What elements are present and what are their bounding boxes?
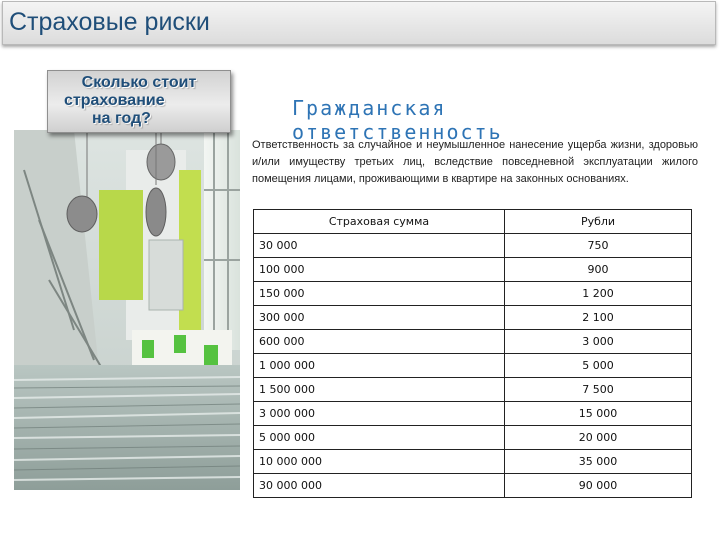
cost-box-line-1: Сколько стоит (81, 74, 197, 91)
insured-sum-cell: 150 000 (254, 282, 505, 306)
table-row (254, 426, 692, 450)
table-row (254, 354, 692, 378)
table-row (254, 306, 692, 330)
insured-sum-cell: 5 000 000 (254, 426, 505, 450)
section-title: Гражданская ответственность (292, 96, 503, 144)
cost-box-line-2: страхование (64, 92, 165, 109)
table-row (254, 378, 692, 402)
rubles-cell: 750 (505, 234, 692, 258)
insurance-rates-table (253, 209, 692, 498)
column-header-rubles: Рубли (505, 210, 692, 234)
rubles-cell: 35 000 (505, 450, 692, 474)
table-row (254, 282, 692, 306)
cost-box-line-3: на год? (92, 110, 151, 127)
table-row (254, 330, 692, 354)
insured-sum-cell: 1 500 000 (254, 378, 505, 402)
table-header-row (254, 210, 692, 234)
table-row (254, 402, 692, 426)
insured-sum-cell: 30 000 (254, 234, 505, 258)
insured-sum-cell: 300 000 (254, 306, 505, 330)
table-row (254, 474, 692, 498)
rubles-cell: 1 200 (505, 282, 692, 306)
insurance-cost-box (47, 70, 231, 133)
liability-description: Ответственность за случайное и неумышленное нанесение ущерба жизни, здоровью и/или имуществу третьих лиц, вследствие повседневной эксплуатации жилого помещения лицами, проживающими в квартире на законных основаниях. (252, 139, 698, 185)
rubles-cell: 2 100 (505, 306, 692, 330)
insured-sum-cell: 3 000 000 (254, 402, 505, 426)
page-title: Страховые риски (9, 8, 210, 36)
rubles-cell: 900 (505, 258, 692, 282)
column-header-sum: Страховая сумма (254, 210, 505, 234)
title-bar (2, 1, 716, 45)
rubles-cell: 90 000 (505, 474, 692, 498)
rubles-cell: 5 000 (505, 354, 692, 378)
insured-sum-cell: 1 000 000 (254, 354, 505, 378)
table-row (254, 258, 692, 282)
insured-sum-cell: 600 000 (254, 330, 505, 354)
insured-sum-cell: 30 000 000 (254, 474, 505, 498)
insured-sum-cell: 100 000 (254, 258, 505, 282)
table-row (254, 450, 692, 474)
flooded-room-photo (14, 130, 240, 490)
table-row (254, 234, 692, 258)
insured-sum-cell: 10 000 000 (254, 450, 505, 474)
rubles-cell: 15 000 (505, 402, 692, 426)
rubles-cell: 7 500 (505, 378, 692, 402)
rubles-cell: 3 000 (505, 330, 692, 354)
rubles-cell: 20 000 (505, 426, 692, 450)
